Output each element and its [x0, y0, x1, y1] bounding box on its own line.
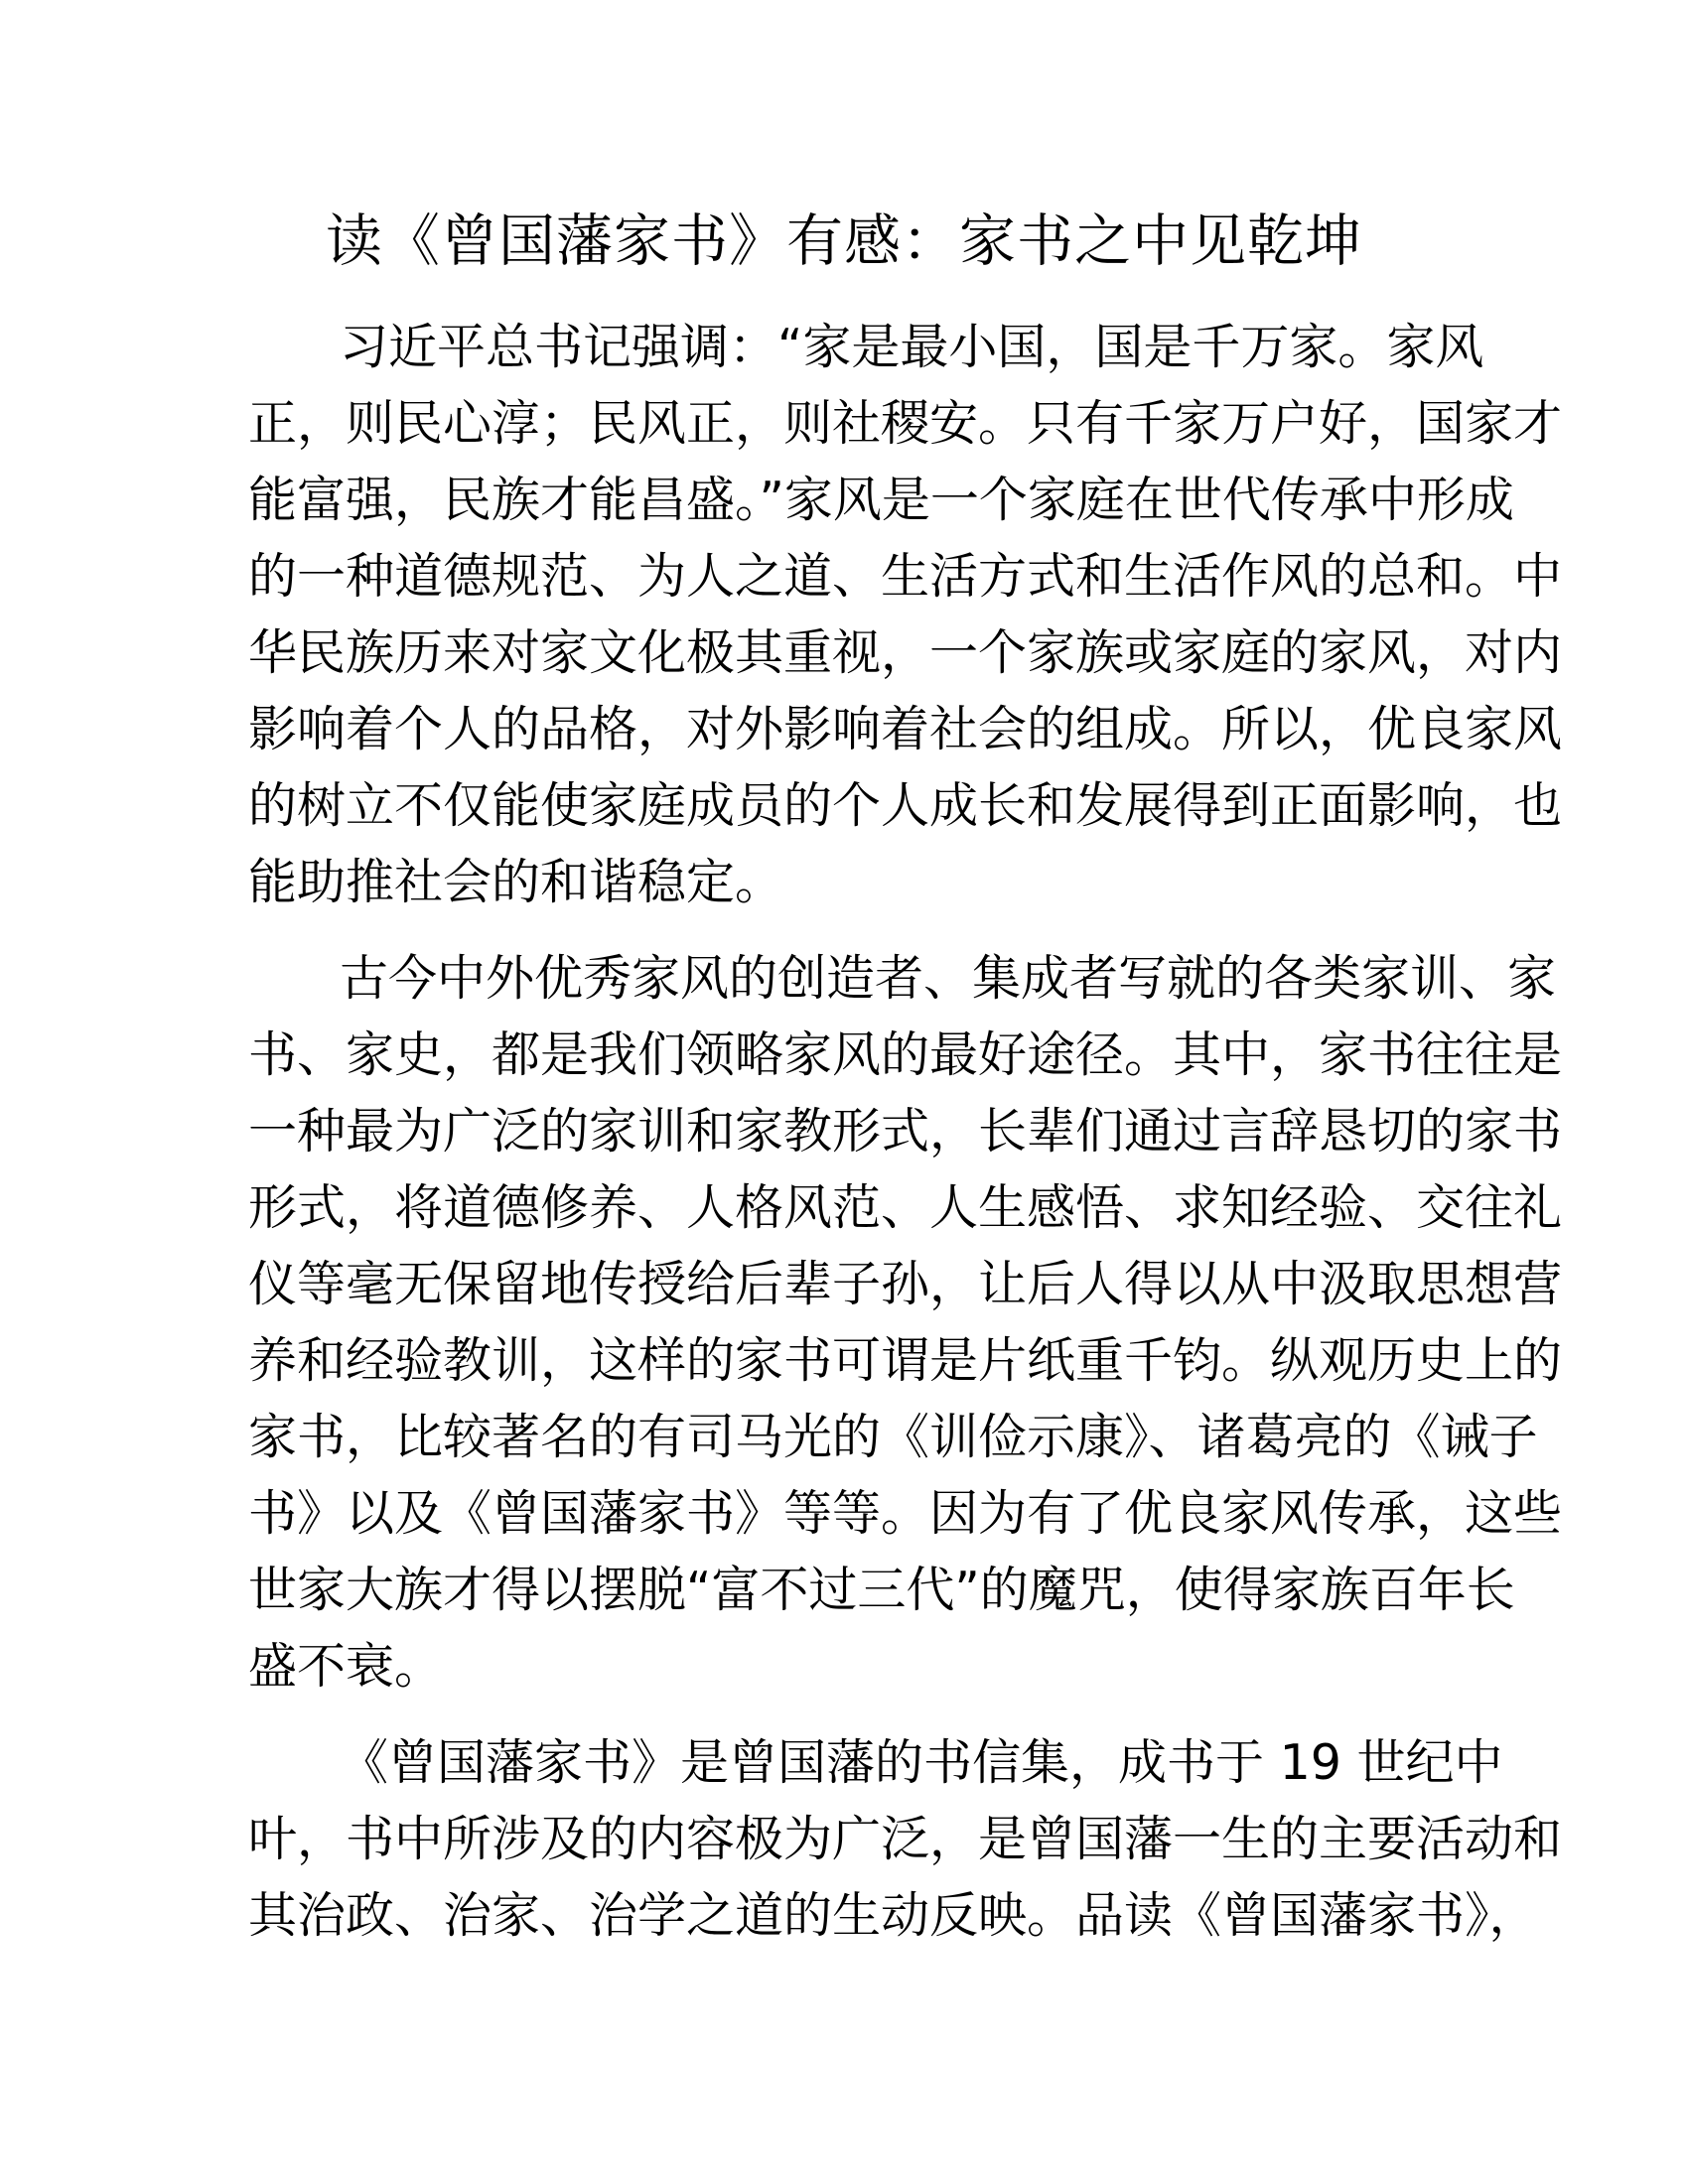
- document-title: 读《曾国藩家书》有感：家书之中见乾坤: [326, 208, 1362, 274]
- text-line: 形式，将道德修养、人格风范、人生感悟、求知经验、交往礼: [248, 1179, 1563, 1236]
- text-line: 其治政、治家、治学之道的生动反映。品读《曾国藩家书》，: [248, 1887, 1538, 1944]
- text-line: 书》以及《曾国藩家书》等等。因为有了优良家风传承，这些: [248, 1485, 1563, 1542]
- text-line: 仪等毫无保留地传授给后辈子孙，让后人得以从中汲取思想营: [248, 1256, 1563, 1312]
- text-line: 习近平总书记强调：“家是最小国，国是千万家。家风: [340, 319, 1484, 375]
- paragraph-2: [248, 940, 1563, 1705]
- text-line: 家书，比较著名的有司马光的《训俭示康》、诸葛亮的《诫子: [248, 1409, 1538, 1465]
- text-line: 叶，书中所涉及的内容极为广泛，是曾国藩一生的主要活动和: [248, 1811, 1563, 1867]
- text-line: 能富强，民族才能昌盛。”家风是一个家庭在世代传承中形成: [248, 472, 1514, 528]
- text-line: 盛不衰。: [248, 1638, 444, 1695]
- text-line: 古今中外优秀家风的创造者、集成者写就的各类家训、家: [340, 950, 1557, 1007]
- text-line: 能助推社会的和谐稳定。: [248, 854, 784, 910]
- text-line: 正，则民心淳；民风正，则社稷安。只有千家万户好，国家才: [248, 395, 1563, 452]
- text-line: 的一种道德规范、为人之道、生活方式和生活作风的总和。中: [248, 548, 1563, 605]
- paragraph-3: [248, 1724, 1563, 1954]
- text-line: 影响着个人的品格，对外影响着社会的组成。所以，优良家风: [248, 701, 1563, 757]
- text-line: 的树立不仅能使家庭成员的个人成长和发展得到正面影响，也: [248, 777, 1563, 834]
- paragraph-1: [248, 309, 1563, 920]
- text-line: 《曾国藩家书》是曾国藩的书信集，成书于 19 世纪中: [340, 1734, 1503, 1791]
- text-line: 书、家史，都是我们领略家风的最好途径。其中，家书往往是: [248, 1026, 1563, 1083]
- text-line: 世家大族才得以摆脱“富不过三代”的魔咒，使得家族百年长: [248, 1562, 1515, 1618]
- text-line: 华民族历来对家文化极其重视，一个家族或家庭的家风，对内: [248, 624, 1563, 681]
- text-line: 养和经验教训，这样的家书可谓是片纸重千钧。纵观历史上的: [248, 1332, 1563, 1389]
- document-body: [248, 309, 1563, 1974]
- text-line: 一种最为广泛的家训和家教形式，长辈们通过言辞恳切的家书: [248, 1103, 1563, 1160]
